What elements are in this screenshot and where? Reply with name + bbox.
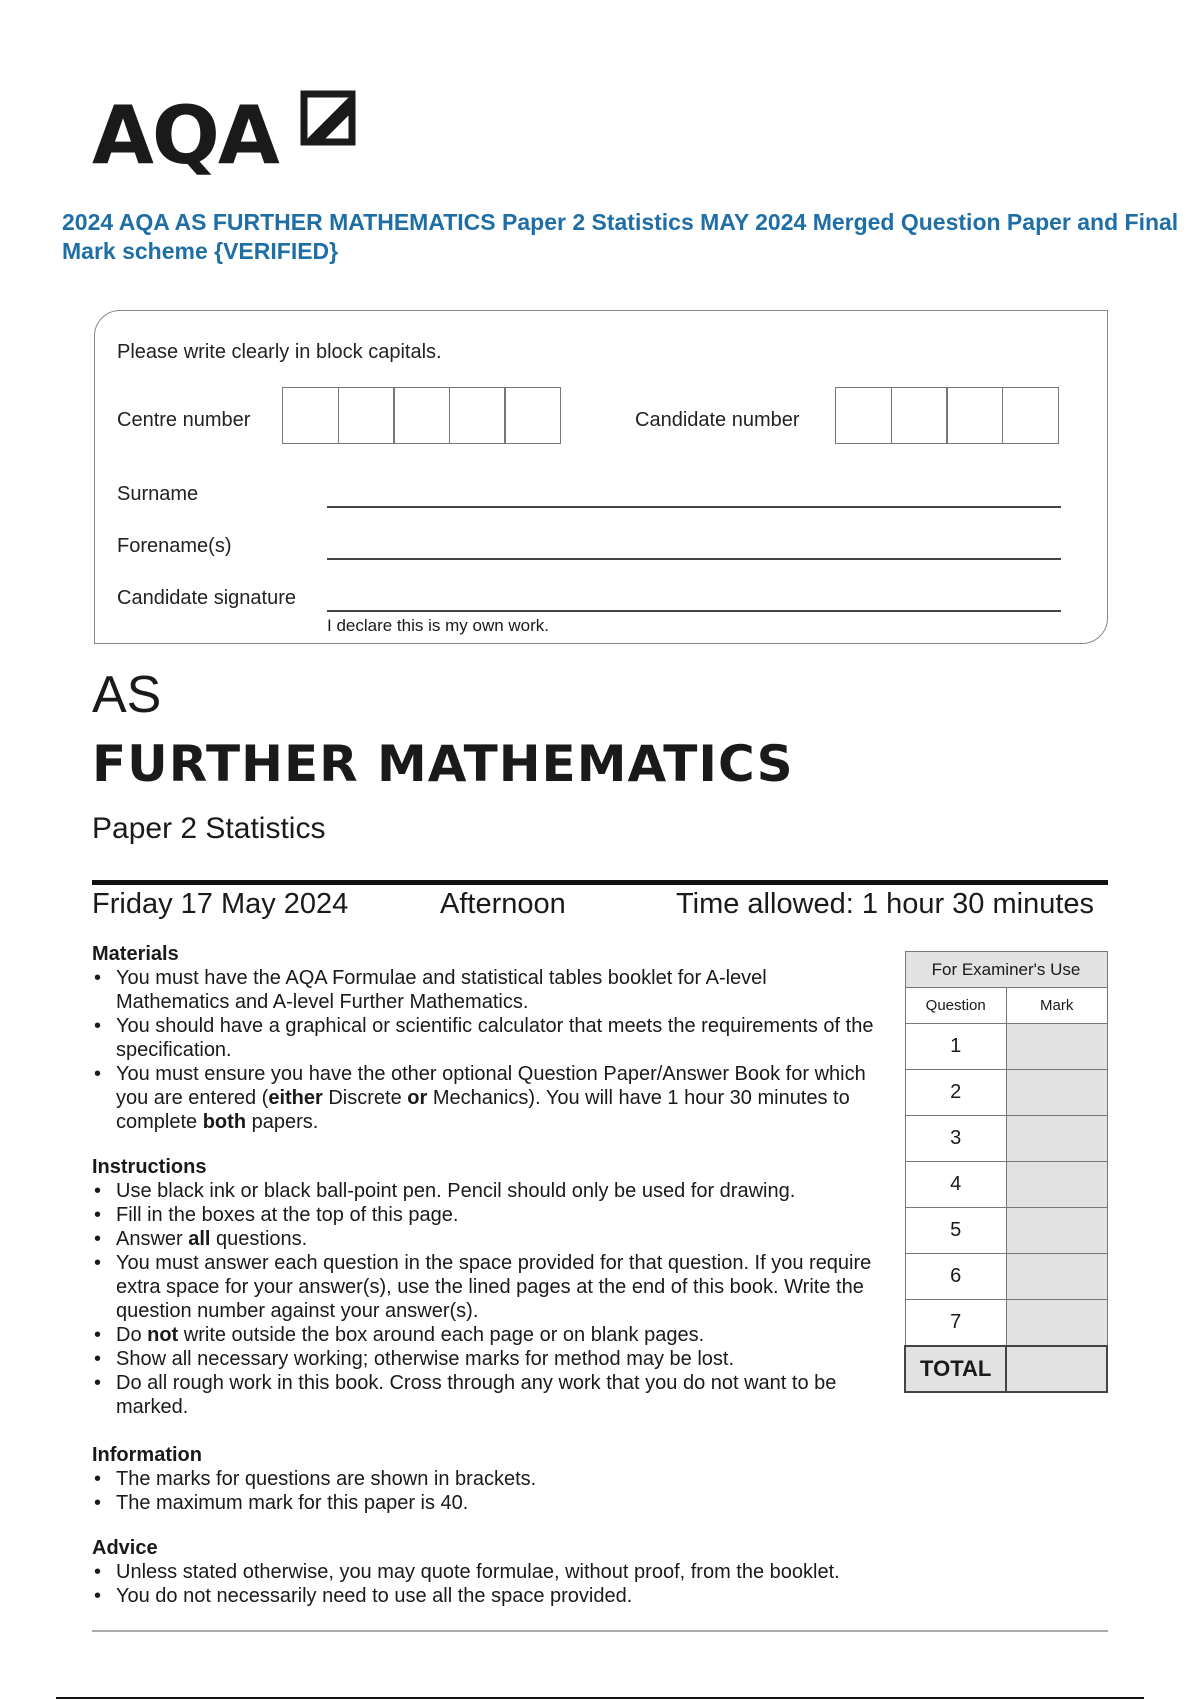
block-capitals-instruction: Please write clearly in block capitals. [117, 341, 442, 363]
candidate-number-boxes[interactable] [835, 387, 1057, 444]
logo-text: AQA [92, 89, 278, 182]
paper-title: Paper 2 Statistics [92, 812, 326, 845]
subject-title: FURTHER MATHEMATICS [92, 735, 794, 793]
instructions-section [92, 1156, 882, 1419]
signature-label: Candidate signature [117, 587, 297, 609]
surname-field[interactable] [327, 506, 1061, 508]
advice-section [92, 1537, 1092, 1608]
instructions-heading: Instructions [92, 1156, 207, 1178]
centre-digit-box[interactable] [282, 387, 339, 444]
list-item: • Answer all questions. [92, 1227, 882, 1251]
mark-column-header: Mark [1006, 988, 1107, 1024]
total-mark-cell [1006, 1346, 1107, 1392]
page-edge [56, 1697, 1144, 1699]
document-title: 2024 AQA AS FURTHER MATHEMATICS Paper 2 Statistics MAY 2024 Merged Question Paper and Final Mark scheme {VERIFIED} [62, 209, 1179, 264]
list-item: • You must answer each question in the space provided for that question. If you require extra space for your answer(s), use the lined pages at the end of this book. Write the question number against your answer(s). [92, 1251, 882, 1323]
aqa-logo [92, 86, 372, 186]
mark-cell [1006, 1208, 1107, 1254]
materials-section [92, 943, 882, 1134]
forenames-field[interactable] [327, 558, 1061, 560]
aqa-tick-logo-icon [300, 90, 356, 146]
centre-number-boxes[interactable] [282, 387, 560, 444]
mark-cell [1006, 1300, 1107, 1346]
mark-cell [1006, 1024, 1107, 1070]
candidate-digit-box[interactable] [891, 387, 948, 444]
qualification-level: AS [92, 666, 162, 724]
declaration-text: I declare this is my own work. [327, 616, 550, 635]
list-item: • The marks for questions are shown in brackets. [92, 1467, 992, 1491]
information-heading: Information [92, 1444, 202, 1466]
list-item: • Show all necessary working; otherwise marks for method may be lost. [92, 1347, 882, 1371]
table-row: 3 [905, 1116, 1107, 1162]
total-row [905, 1346, 1107, 1392]
centre-number-label: Centre number [117, 409, 251, 431]
centre-digit-box[interactable] [393, 387, 450, 444]
bottom-divider [92, 1630, 1108, 1632]
table-row: 2 [905, 1070, 1107, 1116]
mark-cell [1006, 1162, 1107, 1208]
list-item: • The maximum mark for this paper is 40. [92, 1491, 992, 1515]
examiner-use-table [904, 951, 1108, 1393]
signature-field[interactable] [327, 610, 1061, 612]
candidate-digit-box[interactable] [946, 387, 1003, 444]
list-item: • Unless stated otherwise, you may quote formulae, without proof, from the booklet. [92, 1560, 1092, 1584]
mark-cell [1006, 1254, 1107, 1300]
table-row: 5 [905, 1208, 1107, 1254]
list-item: • Do not write outside the box around each page or on blank pages. [92, 1323, 882, 1347]
exam-date: Friday 17 May 2024 [92, 888, 349, 920]
examiner-table-title: For Examiner's Use [905, 952, 1107, 988]
list-item: • You should have a graphical or scientific calculator that meets the requirements of the specification. [92, 1014, 882, 1062]
time-allowed: Time allowed: 1 hour 30 minutes [676, 888, 1095, 920]
centre-digit-box[interactable] [504, 387, 561, 444]
table-row: 1 [905, 1024, 1107, 1070]
list-item: • You do not necessarily need to use all the space provided. [92, 1584, 1092, 1608]
exam-session: Afternoon [440, 888, 566, 920]
surname-label: Surname [117, 483, 199, 505]
candidate-digit-box[interactable] [835, 387, 892, 444]
forenames-label: Forename(s) [117, 535, 232, 557]
information-section [92, 1444, 992, 1515]
mark-cell [1006, 1070, 1107, 1116]
candidate-number-label: Candidate number [635, 409, 800, 431]
materials-heading: Materials [92, 943, 179, 965]
table-row: 7 [905, 1300, 1107, 1346]
advice-heading: Advice [92, 1537, 158, 1559]
mark-cell [1006, 1116, 1107, 1162]
total-label: TOTAL [905, 1346, 1006, 1392]
list-item: • You must ensure you have the other optional Question Paper/Answer Book for which you are entered (either Discrete or Mechanics). You will have 1 hour 30 minutes to complete both papers. [92, 1062, 882, 1134]
list-item: • Fill in the boxes at the top of this page. [92, 1203, 882, 1227]
list-item: • Do all rough work in this book. Cross through any work that you do not want to be marked. [92, 1371, 882, 1419]
table-row: 6 [905, 1254, 1107, 1300]
centre-digit-box[interactable] [338, 387, 395, 444]
list-item: • Use black ink or black ball-point pen. Pencil should only be used for drawing. [92, 1179, 882, 1203]
candidate-digit-box[interactable] [1002, 387, 1059, 444]
title-divider [92, 880, 1108, 885]
question-column-header: Question [905, 988, 1006, 1024]
centre-digit-box[interactable] [449, 387, 506, 444]
candidate-details-box [94, 310, 1108, 644]
list-item: • You must have the AQA Formulae and statistical tables booklet for A-level Mathematics and A-level Further Mathematics. [92, 966, 882, 1014]
table-row: 4 [905, 1162, 1107, 1208]
